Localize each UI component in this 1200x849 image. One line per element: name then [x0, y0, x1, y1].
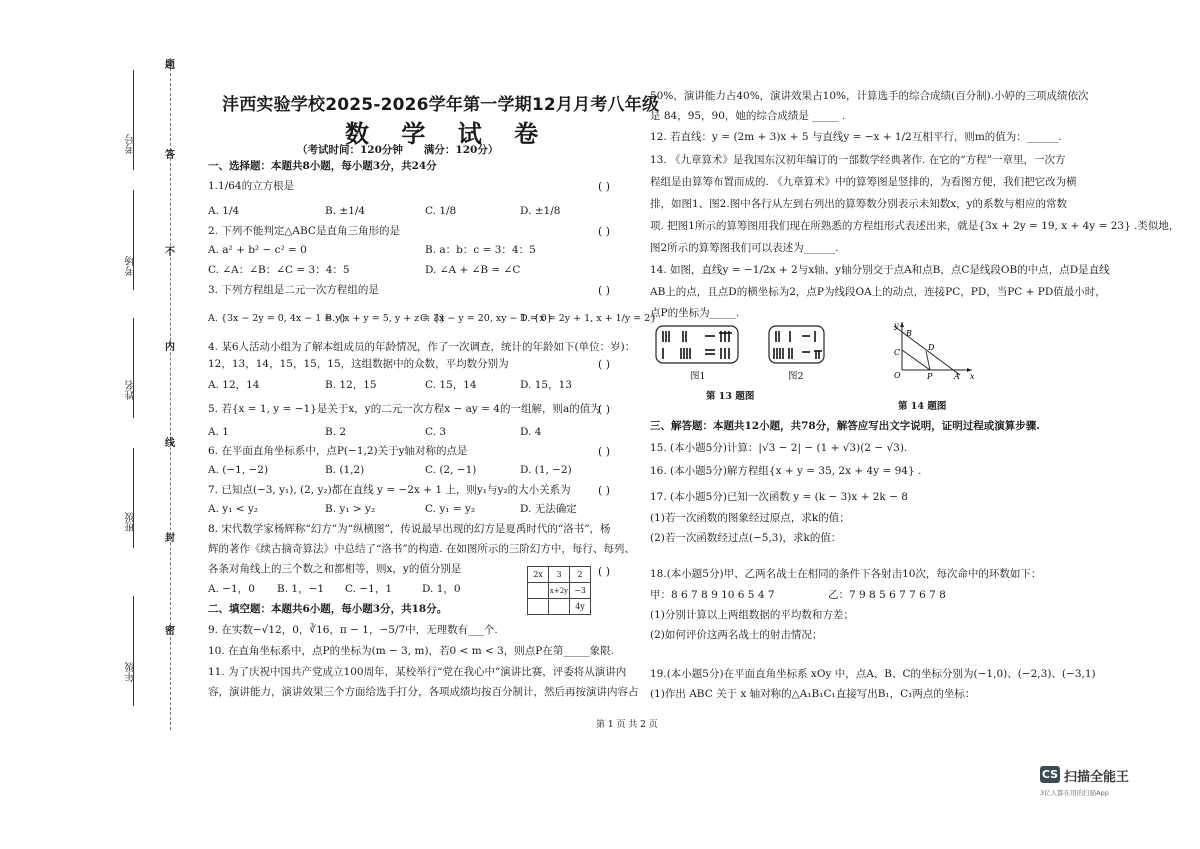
option: A. (−1, −2) [208, 464, 269, 476]
question-13-cont: 项. 把图1所示的算筹图用我们现在所熟悉的方程组形式表述出来，就是{3x + 2y = 19, x + 4y = 23} .类似地， [650, 220, 1180, 232]
counting-rod-figure-1 [655, 325, 740, 365]
question-11-cont: 容，演讲能力，演讲效果三个方面给选手打分，各项成绩均按百分制计，然后再按演讲内容占 [208, 686, 639, 698]
magic-cell: x+2y [549, 583, 570, 599]
answer-paren[interactable]: ( ) [598, 180, 611, 193]
question-18-data-jia: 甲：8 6 7 8 9 10 6 5 4 7 [650, 589, 775, 601]
question-4-cont: 12，13，14，15，15，15，这组数据中的众数，平均数分别为 [208, 358, 509, 370]
question-11-cont: 50%，演讲能力占40%，演讲效果占10%，计算选手的综合成绩(百分制).小婷的三项成绩依次 [650, 90, 1089, 102]
question-14-cont: AB上的点，且点D的横坐标为2，点P为线段OA上的动点，连接PC，PD，当PC + PD值最小时， [650, 286, 1106, 298]
field-label-class: 班级 [126, 512, 137, 532]
field-label-name: 姓名 [126, 380, 137, 400]
option: D. ±1/8 [520, 205, 561, 217]
question-11-cont: 是 84，95，90，她的综合成绩是 _____ . [650, 110, 846, 122]
option: B. 2 [325, 426, 347, 438]
option: D. (1, −2) [520, 464, 572, 476]
exam-subject-title: 数 学 试 卷 [345, 120, 551, 148]
scanner-tagline: 3亿人都在用的扫描App [1040, 789, 1109, 797]
section-heading: 三、解答题：本题共12小题，共78分，解答应写出文字说明，证明过程或演算步骤. [650, 420, 1040, 432]
option: D. 无法确定 [520, 503, 577, 515]
option: A. −1，0 [208, 583, 255, 595]
scanner-logo-icon: CS [1041, 768, 1059, 781]
question-8: 8. 宋代数学家杨辉称“幻方”为“纵横图”，传说最早出现的幻方是夏禹时代的“洛书”，杨 [208, 523, 611, 535]
magic-cell: 2x [528, 567, 549, 583]
question-10: 10. 在直角坐标系中，点P的坐标为(m − 3, m)，若0 < m < 3，则点P在第_____象限. [208, 645, 614, 657]
answer-paren[interactable]: ( ) [598, 403, 611, 416]
question-13: 13. 《九章算术》是我国东汉初年编订的一部数学经典著作. 在它的“方程”一章里，一次方 [650, 154, 1066, 166]
seal-char: 封 [165, 533, 175, 544]
option: C. 3 [425, 426, 447, 438]
seal-char: 答 [165, 150, 175, 161]
option: C. {x − y = 20, xy − 1 = 0} [420, 313, 553, 324]
question-18-data-yi: 乙：7 9 8 5 6 7 7 6 7 8 [828, 589, 946, 601]
point-label: C [894, 348, 901, 357]
option: C. 1/8 [425, 205, 457, 217]
question-1: 1.1/64的立方根是 [208, 180, 295, 192]
question-17: 17. (本小题5分)已知一次函数 y = (k − 3)x + 2k − 8 [650, 491, 908, 503]
figure-caption-13: 第 13 题图 [706, 391, 755, 402]
question-11: 11. 为了庆祝中国共产党成立100周年，某校举行“党在我心中”演讲比赛，评委将从演讲内 [208, 666, 627, 678]
option: D. ∠A + ∠B = ∠C [425, 264, 521, 276]
field-blank[interactable] [133, 318, 134, 418]
field-label-grade: 年级 [126, 662, 137, 682]
option: C. ∠A：∠B：∠C = 3：4：5 [208, 264, 350, 276]
option: B. 1，−1 [277, 583, 325, 595]
question-19: 19.(本小题5分)在平面直角坐标系 xOy 中，点A、B、C的坐标分别为(−1,0)、(−2,3)、(−3,1) [650, 668, 1096, 680]
field-blank[interactable] [133, 70, 134, 170]
magic-square [527, 566, 591, 615]
magic-cell: 4y [570, 599, 591, 615]
option: C. (2, −1) [425, 464, 477, 476]
answer-paren[interactable]: ( ) [598, 284, 611, 297]
seal-char: 线 [165, 438, 175, 449]
question-13-cont: 图2所示的算筹图我们可以表述为______. [650, 242, 839, 254]
option: A. {3x − 2y = 0, 4x − 1 = y} [208, 313, 347, 324]
figure-label: 图2 [788, 371, 804, 382]
coordinate-figure-14 [880, 318, 980, 380]
option: B. a：b：c = 3：4：5 [425, 244, 536, 256]
question-2: 2. 下列不能判定△ABC是直角三角形的是 [208, 225, 400, 237]
figure-label: 图1 [690, 371, 706, 382]
option: A. a² + b² − c² = 0 [208, 244, 307, 256]
option: B. (1,2) [325, 464, 365, 476]
option: B. {x + y = 5, y + z = 3} [325, 313, 446, 324]
counting-rod-figure-2 [768, 325, 826, 365]
answer-paren[interactable]: ( ) [598, 484, 611, 497]
option: A. 1 [208, 426, 229, 438]
question-19-part-1: (1)作出 ABC 关于 x 轴对称的△A₁B₁C₁直接写出B₁，C₁两点的坐标： [650, 688, 976, 700]
magic-cell: −3 [570, 583, 591, 599]
question-5: 5. 若{x = 1, y = −1}是关于x，y的二元一次方程x − ay = 4的一组解，则a的值为 [208, 403, 601, 415]
magic-cell [549, 599, 570, 615]
exam-title: 沣西实验学校2025-2026学年第一学期12月月考八年级 [222, 95, 660, 115]
field-label-exam-number: 考号 [126, 134, 137, 154]
question-14: 14. 如图，直线y = −1/2x + 2与x轴、y轴分别交于点A和点B，点C是线段OB的中点，点D是直线 [650, 264, 1110, 276]
magic-cell: 3 [549, 567, 570, 583]
question-3: 3. 下列方程组是二元一次方程组的是 [208, 284, 379, 296]
point-label: A [954, 372, 960, 380]
question-17-part-1: (1)若一次函数的图象经过原点，求k的值； [650, 512, 850, 524]
question-18-part-2: (2)如何评价这两名战士的射击情况； [650, 629, 823, 641]
question-13-cont: 程组是由算筹布置而成的. 《九章算术》中的算筹图是竖排的，为看图方便，我们把它改为横 [650, 176, 1077, 188]
seal-char: 密 [165, 626, 175, 637]
seal-char: 题 [165, 60, 175, 71]
option: A. y₁ < y₂ [208, 503, 259, 515]
field-blank[interactable] [133, 190, 134, 290]
question-13-cont: 排，如图1、图2.图中各行从左到右列出的算筹数分别表示未知数x，y的系数与相应的常数 [650, 198, 1068, 210]
question-8-cont: 各条对角线上的三个数之和都相等，则x，y的值分别是 [208, 563, 462, 575]
answer-paren[interactable]: ( ) [598, 358, 611, 371]
question-16: 16. (本小题5分)解方程组{x + y = 35, 2x + 4y = 94} . [650, 465, 922, 477]
question-4: 4. 某6人活动小组为了解本组成员的年龄情况，作了一次调查，统计的年龄如下(单位：岁)： [208, 341, 636, 353]
axis-label: y [894, 321, 899, 330]
point-label: P [927, 372, 933, 380]
field-blank[interactable] [133, 596, 134, 706]
question-15: 15. (本小题5分)计算：|√3 − 2| − (1 + √3)(2 − √3). [650, 442, 908, 454]
question-12: 12. 若直线：y = (2m + 3)x + 5 与直线y = −x + 1/2互相平行，则m的值为：______. [650, 131, 1062, 143]
point-label: D [928, 343, 935, 352]
magic-cell [528, 599, 549, 615]
option: C. −1，1 [345, 583, 392, 595]
option: B. 12，15 [325, 379, 377, 391]
scanner-app-name: 扫描全能王 [1064, 770, 1130, 785]
question-8-cont: 辉的著作《续古摘奇算法》中总结了“洛书”的构造. 在如图所示的三阶幻方中，每行、每列、 [208, 543, 635, 555]
answer-paren[interactable]: ( ) [598, 445, 611, 458]
option: B. y₁ > y₂ [325, 503, 376, 515]
option: A. 1/4 [208, 205, 240, 217]
option: A. 12，14 [208, 379, 260, 391]
question-17-part-2: (2)若一次函数经过点(−5,3)，求k的值： [650, 532, 842, 544]
point-label: O [894, 371, 901, 380]
option: B. ±1/4 [325, 205, 366, 217]
page-footer: 第 1 页 共 2 页 [596, 720, 658, 730]
option: C. 15，14 [425, 379, 477, 391]
section-heading: 一、选择题：本题共8小题，每小题3分，共24分 [208, 160, 437, 172]
magic-cell [528, 583, 549, 599]
option: C. y₁ = y₂ [425, 503, 476, 515]
answer-paren[interactable]: ( ) [598, 565, 611, 578]
question-14-cont: 点P的坐标为_____. [650, 307, 740, 319]
seal-char: 内 [165, 342, 175, 353]
question-18: 18.(本小题5分)甲、乙两名战士在相同的条件下各射击10次，每次命中的环数如下： [650, 568, 1042, 580]
field-blank[interactable] [133, 448, 134, 548]
question-6: 6. 在平面直角坐标系中，点P(−1,2)关于y轴对称的点是 [208, 445, 468, 457]
seal-char: 不 [165, 247, 175, 258]
figure-caption-14: 第 14 题图 [898, 401, 947, 412]
point-label: B [906, 329, 912, 338]
axis-label: x [970, 372, 975, 380]
magic-cell: 2 [570, 567, 591, 583]
option: D. 15，13 [520, 379, 572, 391]
option: D. {x = 2y + 1, x + 1/y = 2} [520, 313, 657, 324]
question-9: 9. 在实数−√12，0，∛16，π − 1，−5/7中，无理数有___个. [208, 624, 498, 636]
answer-paren[interactable]: ( ) [598, 225, 611, 238]
section-heading: 二、填空题：本题共6小题，每小题3分，共18分。 [208, 603, 448, 615]
exam-info: （考试时间：120分钟 满分：120分） [297, 144, 499, 156]
field-label-exam-room: 考场 [126, 256, 137, 276]
option: D. 4 [520, 426, 542, 438]
question-7: 7. 已知点(−3, y₁), (2, y₂)都在直线 y = −2x + 1 上，则y₁与y₂的大小关系为 [208, 484, 571, 496]
question-18-part-1: (1)分别计算以上两组数据的平均数和方差； [650, 609, 854, 621]
option: D. 1，0 [422, 583, 461, 595]
